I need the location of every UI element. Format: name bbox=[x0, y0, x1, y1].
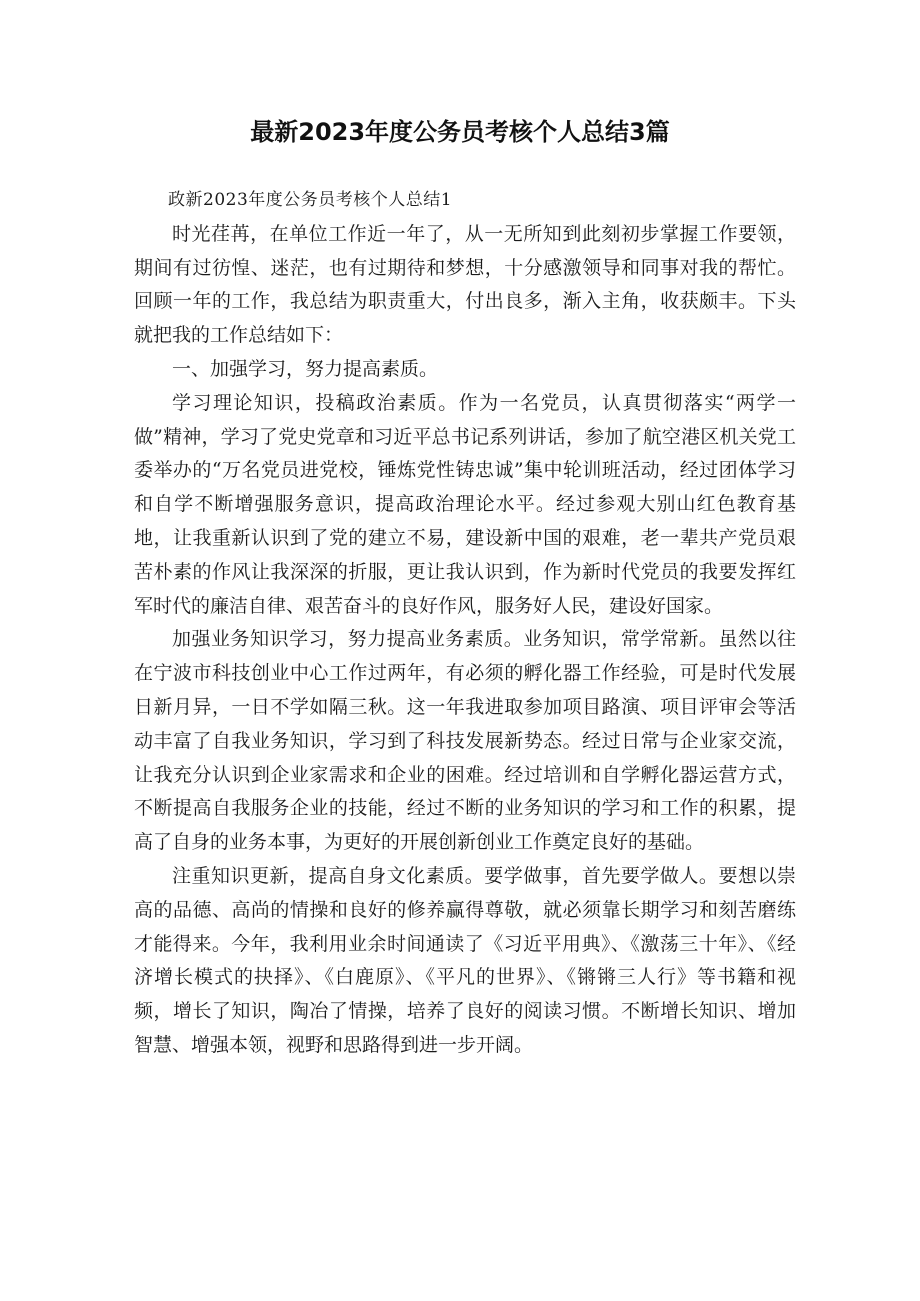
section-one-heading: 一、加强学习，努力提高素质。 bbox=[172, 357, 439, 380]
document-title: 最新2023年度公务员考核个人总结3篇 bbox=[250, 118, 670, 146]
document-body bbox=[134, 184, 796, 1063]
knowledge-update-paragraph: 注重知识更新，提高自身文化素质。要学做事，首先要学做人。要想以崇高的品德、高尚的情操和良好的修养赢得尊敬，就必须靠长期学习和刻苦磨练才能得来。今年，我利用业余时间通读了《习近平用典》、《激荡三十年》、《经济增长模式的抉择》、《白鹿原》、《平凡的世界》、《锵锵三人行》等书籍和视频，增长了知识，陶冶了情操，培养了良好的阅读习惯。不断增长知识、增加智慧、增强本领，视野和思路得到进一步开阔。 bbox=[134, 864, 796, 1056]
theory-study-paragraph: 学习理论知识，投稿政治素质。作为一名党员，认真贯彻落实“两学一做”精神，学习了党史党章和习近平总书记系列讲话，参加了航空港区机关党工委举办的“万名党员进党校，锤炼党性铸忠诚”集中轮训班活动，经过团体学习和自学不断增强服务意识，提高政治理论水平。经过参观大别山红色教育基地，让我重新认识到了党的建立不易，建设新中国的艰难，老一辈共产党员艰苦朴素的作风让我深深的折服，更让我认识到，作为新时代党员的我要发挥红军时代的廉洁自律、艰苦奋斗的良好作风，服务好人民，建设好国家。 bbox=[134, 391, 796, 617]
intro-paragraph: 时光荏苒，在单位工作近一年了，从一无所知到此刻初步掌握工作要领，期间有过彷惶、迷茫，也有过期待和梦想，十分感激领导和同事对我的帮忙。回顾一年的工作，我总结为职责重大，付出良多，渐入主角，收获颇丰。下头就把我的工作总结如下： bbox=[134, 222, 796, 347]
section-heading: 政新2023年度公务员考核个人总结1 bbox=[168, 190, 453, 210]
business-study-paragraph: 加强业务知识学习，努力提高业务素质。业务知识，常学常新。虽然以往在宁波市科技创业中心工作过两年，有必须的孵化器工作经验，可是时代发展日新月异，一日不学如隔三秋。这一年我进取参加项目路演、项目评审会等活动丰富了自我业务知识，学习到了科技发展新势态。经过日常与企业家交流，让我充分认识到企业家需求和企业的困难。经过培训和自学孵化器运营方式，不断提高自我服务企业的技能，经过不断的业务知识的学习和工作的积累，提高了自身的业务本事，为更好的开展创新创业工作奠定良好的基础。 bbox=[134, 628, 796, 854]
